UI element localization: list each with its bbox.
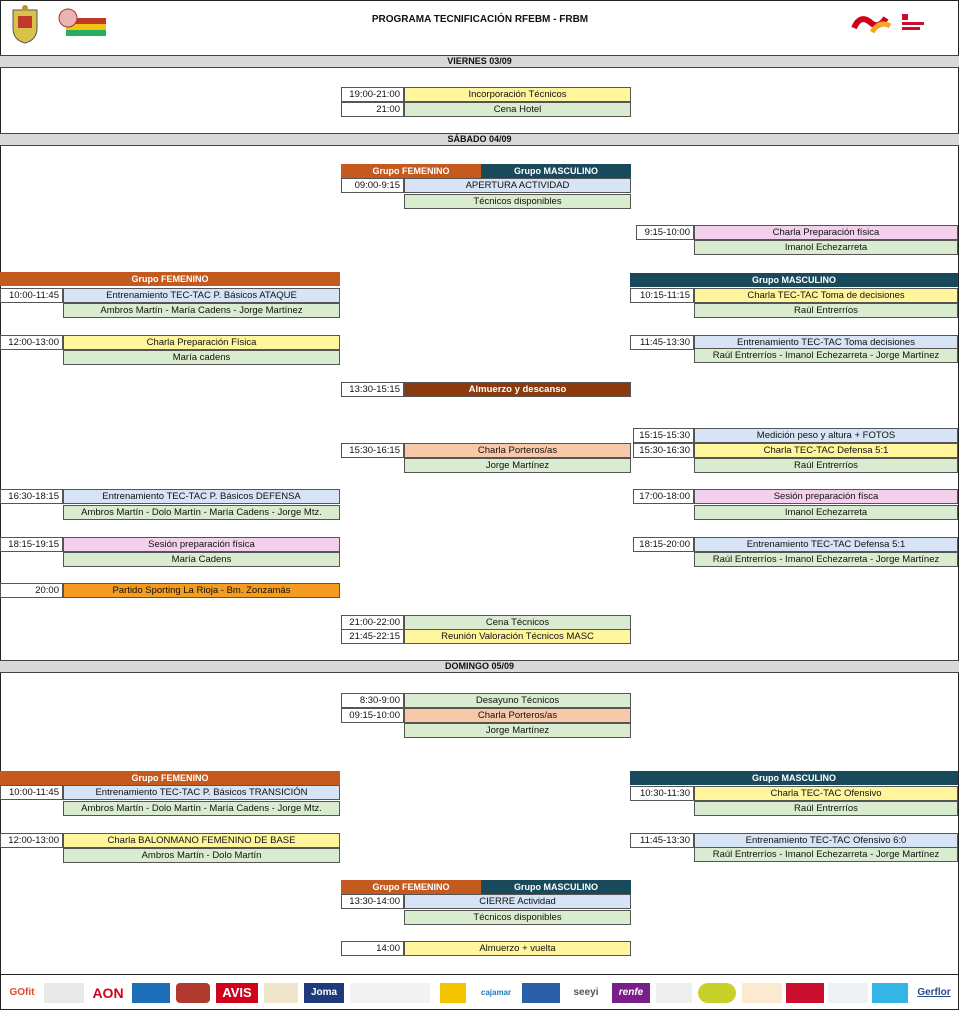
event-sub-cell: Ambros Martín - María Cadens - Jorge Martínez [63, 303, 340, 318]
time-cell: 15:15-15:30 [633, 428, 694, 443]
event-cell: Medición peso y altura + FOTOS [694, 428, 958, 443]
time-cell: 10:00-11:45 [0, 288, 63, 303]
event-cell: Charla Preparación Física [63, 335, 340, 350]
event-sub-cell: Ambros Martín - Dolo Martín - María Cadens - Jorge Mtz. [63, 505, 340, 520]
event-sub-cell: Ambros Martín - Dolo Martín - María Cadens - Jorge Mtz. [63, 801, 340, 816]
time-cell: 15:30-16:30 [633, 443, 694, 458]
event-cell: Almuerzo + vuelta [404, 941, 631, 956]
group-header-femenino: Grupo FEMENINO [0, 272, 340, 286]
group-header-masculino: Grupo MASCULINO [630, 771, 958, 785]
event-cell: Entrenamiento TEC-TAC Toma decisiones [694, 335, 958, 350]
time-cell: 13:30-15:15 [341, 382, 404, 397]
sponsor-logo [872, 983, 908, 1003]
time-cell: 21:00-22:00 [341, 615, 404, 630]
group-header-femenino: Grupo FEMENINO [0, 771, 340, 785]
event-sub-cell: Raúl Entrerríos [694, 303, 958, 318]
sponsor-logo [132, 983, 170, 1003]
sponsor-logo: renfe [612, 983, 650, 1003]
sponsor-strip [0, 974, 959, 1011]
sponsor-logo: Joma [304, 983, 344, 1003]
day-header-viernes: VIERNES 03/09 [0, 55, 959, 68]
group-header-femenino: Grupo FEMENINO [341, 880, 481, 894]
sponsor-logo [264, 983, 298, 1003]
sponsor-logo [522, 983, 560, 1003]
sponsor-logo: AVIS [216, 983, 258, 1003]
time-cell: 10:15-11:15 [630, 288, 694, 303]
event-cell: Entrenamiento TEC-TAC P. Básicos ATAQUE [63, 288, 340, 303]
event-sub-cell: Raúl Entrerríos - Imanol Echezarreta - Jorge Martínez [694, 847, 958, 862]
time-cell: 21:00 [341, 102, 404, 117]
event-sub-cell: Jorge Martínez [404, 458, 631, 473]
event-sub-cell: María cadens [63, 350, 340, 365]
group-header-masculino: Grupo MASCULINO [630, 273, 958, 287]
event-cell: Almuerzo y descanso [404, 382, 631, 397]
time-cell: 19:00-21:00 [341, 87, 404, 102]
event-cell: Charla TEC-TAC Defensa 5:1 [694, 443, 958, 458]
event-cell: Desayuno Técnicos [404, 693, 631, 708]
event-cell: CIERRE Actividad [404, 894, 631, 909]
event-cell: Incorporación Técnicos [404, 87, 631, 102]
event-sub-cell: Raúl Entrerríos - Imanol Echezarreta - Jorge Martínez [694, 552, 958, 567]
event-cell: Entrenamiento TEC-TAC P. Básicos DEFENSA [63, 489, 340, 504]
sponsor-logo [828, 983, 868, 1003]
day-header-sabado: SÁBADO 04/09 [0, 133, 959, 146]
federation-logo [54, 6, 109, 38]
event-cell: Charla Porteros/as [404, 708, 631, 723]
sponsor-logo [44, 983, 84, 1003]
event-sub-cell: Raúl Entrerríos - Imanol Echezarreta - Jorge Martínez [694, 348, 958, 363]
event-cell: APERTURA ACTIVIDAD [404, 178, 631, 193]
time-cell: 16:30-18:15 [0, 489, 63, 504]
event-cell: Charla BALONMANO FEMENINO DE BASE [63, 833, 340, 848]
event-sub-cell: Ambros Martín - Dolo Martín [63, 848, 340, 863]
sponsor-logo [176, 983, 210, 1003]
time-cell: 15:30-16:15 [341, 443, 404, 458]
event-cell: Partido Sporting La Rioja - Bm. Zonzamás [63, 583, 340, 598]
group-header-masculino: Grupo MASCULINO [481, 880, 631, 894]
sponsor-logo [656, 983, 692, 1003]
event-cell: Charla TEC-TAC Ofensivo [694, 786, 958, 801]
sponsor-logo: AON [92, 985, 124, 1001]
time-cell: 20:00 [0, 583, 63, 598]
sponsor-logo [698, 983, 736, 1003]
time-cell: 09:00-9:15 [341, 178, 404, 193]
event-cell: Sesión preparación física [63, 537, 340, 552]
event-cell: Entrenamiento TEC-TAC Defensa 5:1 [694, 537, 958, 552]
time-cell: 8:30-9:00 [341, 693, 404, 708]
crest-logo [10, 4, 40, 44]
sponsor-logo [742, 983, 782, 1003]
event-sub-cell: Técnicos disponibles [404, 194, 631, 209]
page-title: PROGRAMA TECNIFICACIÓN RFEBM - FRBM [371, 14, 589, 25]
time-cell: 18:15-19:15 [0, 537, 63, 552]
time-cell: 21:45-22:15 [341, 629, 404, 644]
time-cell: 11:45-13:30 [630, 833, 694, 848]
time-cell: 10:00-11:45 [0, 785, 63, 800]
time-cell: 9:15-10:00 [636, 225, 694, 240]
time-cell: 18:15-20:00 [633, 537, 694, 552]
sponsor-logo: seeyi [573, 987, 599, 998]
time-cell: 13:30-14:00 [341, 894, 404, 909]
day-header-domingo: DOMINGO 05/09 [0, 660, 959, 673]
event-cell: Cena Técnicos [404, 615, 631, 630]
event-sub-cell: Técnicos disponibles [404, 910, 631, 925]
time-cell: 12:00-13:00 [0, 833, 63, 848]
event-sub-cell: Imanol Echezarreta [694, 505, 958, 520]
csd-logo [850, 10, 930, 38]
time-cell: 12:00-13:00 [0, 335, 63, 350]
time-cell: 10:30-11:30 [630, 786, 694, 801]
group-header-masculino: Grupo MASCULINO [481, 164, 631, 178]
time-cell: 11:45-13:30 [630, 335, 694, 350]
sponsor-logo [786, 983, 824, 1003]
event-sub-cell: Raúl Entrerríos [694, 801, 958, 816]
event-cell: Reunión Valoración Técnicos MASC [404, 629, 631, 644]
event-cell: Sesión preparación físca [694, 489, 958, 504]
event-sub-cell: Imanol Echezarreta [694, 240, 958, 255]
event-cell: Entrenamiento TEC-TAC P. Básicos TRANSICIÓN [63, 785, 340, 800]
event-cell: Cena Hotel [404, 102, 631, 117]
time-cell: 09:15-10:00 [341, 708, 404, 723]
group-header-femenino: Grupo FEMENINO [341, 164, 481, 178]
event-sub-cell: Jorge Martínez [404, 723, 631, 738]
sponsor-logo: cajamar [480, 988, 512, 997]
event-cell: Entrenamiento TEC-TAC Ofensivo 6:0 [694, 833, 958, 848]
event-cell: Charla Porteros/as [404, 443, 631, 458]
time-cell: 14:00 [341, 941, 404, 956]
event-cell: Charla Preparación física [694, 225, 958, 240]
sponsor-logo [440, 983, 466, 1003]
time-cell: 17:00-18:00 [633, 489, 694, 504]
sponsor-logo: Gerflor [917, 987, 951, 998]
event-sub-cell: Raúl Entrerríos [694, 458, 958, 473]
sponsor-logo: GOfit [9, 987, 35, 998]
event-sub-cell: María Cadens [63, 552, 340, 567]
sponsor-logo [350, 983, 430, 1003]
event-cell: Charla TEC-TAC Toma de decisiones [694, 288, 958, 303]
